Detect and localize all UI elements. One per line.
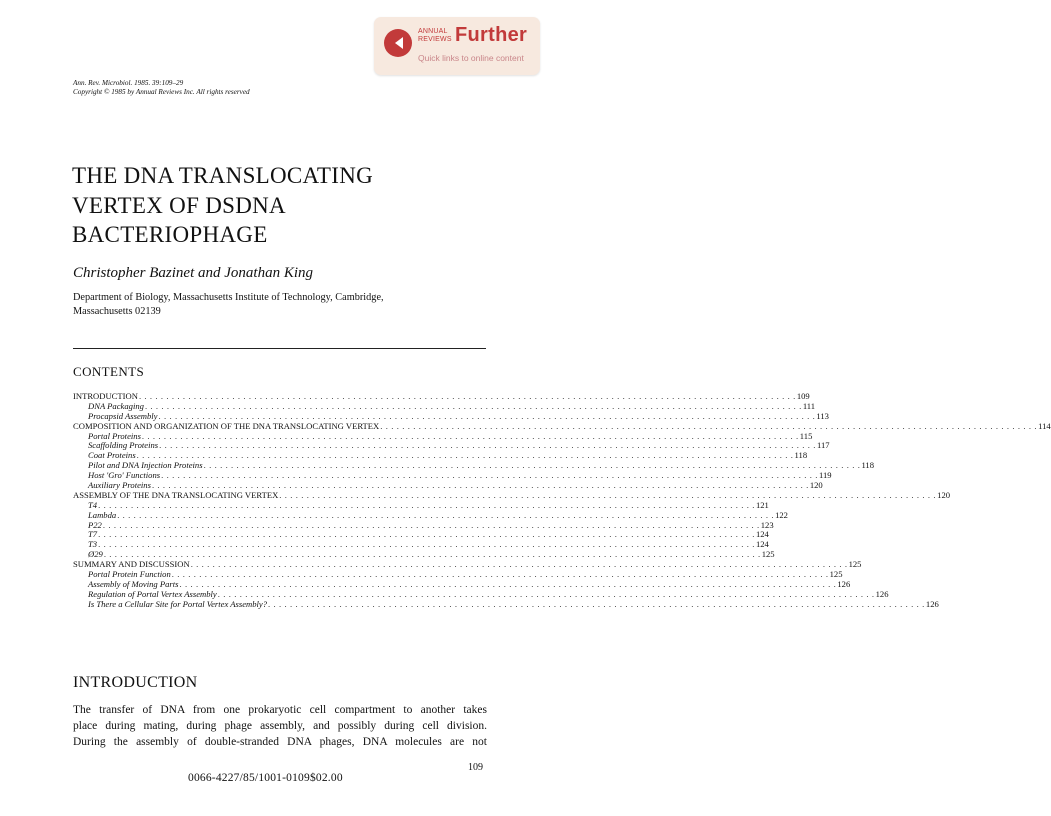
toc-page-number: 120 xyxy=(809,480,823,491)
toc-page-number: 117 xyxy=(816,440,830,451)
toc-page-number: 114 xyxy=(1038,420,1051,431)
table-of-contents xyxy=(73,391,1051,610)
divider xyxy=(73,348,486,349)
body-line: place during mating, during phage assembly, and possibly during cell division. xyxy=(73,720,487,732)
toc-title: SUMMARY AND DISCUSSION xyxy=(73,559,190,570)
title-line: BACTERIOPHAGE xyxy=(72,222,268,247)
footer-code: 0066-4227/85/1001-0109$02.00 xyxy=(188,772,343,784)
further-links-badge[interactable] xyxy=(374,17,540,75)
affiliation xyxy=(73,291,493,319)
toc-page-number: 125 xyxy=(829,569,843,580)
toc-page-number: 111 xyxy=(802,400,816,411)
toc-page-number: 125 xyxy=(848,559,862,570)
toc-page-number: 124 xyxy=(755,529,769,540)
toc-page-number: 122 xyxy=(775,509,788,520)
toc-page-number: 118 xyxy=(861,460,875,471)
toc-leader-dots: . . . . . . . . . . . . . . . . . . . . . . . . . . . . . . . . . . . . . . . . . . . . . . . . . . . . . . . . . . . . . . . . . . . . . . . . . . . . . . . . . . . . . . . . . . . . . . . . . . . . . . . . . . . . . . . . . . . . . . . . xyxy=(380,420,1038,431)
toc-leader-dots: . . . . . . . . . . . . . . . . . . . . . . . . . . . . . . . . . . . . . . . . . . . . . . . . . . . . . . . . . . . . . . . . . . . . . . . . . . . . . . . . . . . . . . . . . . . . . . . . . . . . . . . . . . . . . . . . . . . . . . . . xyxy=(159,440,816,451)
affiliation-line: Massachusetts 02139 xyxy=(73,306,161,317)
body-line: The transfer of DNA from one prokaryotic cell compartment to another takes xyxy=(73,704,487,716)
quick-links-link[interactable]: Quick links to online content xyxy=(418,53,524,63)
publisher-line-2: REVIEWS xyxy=(418,36,452,43)
toc-leader-dots: . . . . . . . . . . . . . . . . . . . . . . . . . . . . . . . . . . . . . . . . . . . . . . . . . . . . . . . . . . . . . . . . . . . . . . . . . . . . . . . . . . . . . . . . . . . . . . . . . . . . . . . . . . . . . . . . . . . . . . . . xyxy=(279,489,937,500)
toc-page-number: 126 xyxy=(837,578,851,589)
toc-title: Ø29 xyxy=(88,549,103,560)
section-heading: INTRODUCTION xyxy=(73,674,198,691)
page-number: 109 xyxy=(468,762,483,773)
toc-leader-dots: . . . . . . . . . . . . . . . . . . . . . . . . . . . . . . . . . . . . . . . . . . . . . . . . . . . . . . . . . . . . . . . . . . . . . . . . . . . . . . . . . . . . . . . . . . . . . . . . . . . . . . . . . . . . . . . . . . . . . . . . xyxy=(179,578,837,589)
contents-heading: CONTENTS xyxy=(73,364,145,379)
title-line: VERTEX OF DSDNA xyxy=(72,192,286,218)
toc-title: P22 xyxy=(88,519,102,530)
toc-page-number: 123 xyxy=(760,519,774,530)
toc-title: Portal Proteins xyxy=(88,430,141,441)
toc-title: Coat Proteins xyxy=(88,450,136,461)
toc-leader-dots: . . . . . . . . . . . . . . . . . . . . . . . . . . . . . . . . . . . . . . . . . . . . . . . . . . . . . . . . . . . . . . . . . . . . . . . . . . . . . . . . . . . . . . . . . . . . . . . . . . . . . . . . . . . . . . . . . . . . . . . . xyxy=(136,450,794,461)
title-line: THE DNA TRANSLOCATING xyxy=(72,163,374,188)
toc-leader-dots: . . . . . . . . . . . . . . . . . . . . . . . . . . . . . . . . . . . . . . . . . . . . . . . . . . . . . . . . . . . . . . . . . . . . . . . . . . . . . . . . . . . . . . . . . . . . . . . . . . . . . . . . . . . . . . . . . . . . . . . . xyxy=(161,470,818,481)
toc-leader-dots: . . . . . . . . . . . . . . . . . . . . . . . . . . . . . . . . . . . . . . . . . . . . . . . . . . . . . . . . . . . . . . . . . . . . . . . . . . . . . . . . . . . . . . . . . . . . . . . . . . . . . . . . . . . . . . . . . . . . . . . . xyxy=(171,569,829,580)
toc-title: Regulation of Portal Vertex Assembly xyxy=(88,588,217,599)
toc-page-number: 115 xyxy=(799,430,813,441)
play-arrow-icon xyxy=(384,29,412,57)
toc-title: T3 xyxy=(88,539,98,550)
toc-leader-dots: . . . . . . . . . . . . . . . . . . . . . . . . . . . . . . . . . . . . . . . . . . . . . . . . . . . . . . . . . . . . . . . . . . . . . . . . . . . . . . . . . . . . . . . . . . . . . . . . . . . . . . . . . . . . . . . . . . . . . . . . xyxy=(203,460,861,471)
toc-title: Assembly of Moving Parts xyxy=(88,578,179,589)
toc-title: Lambda xyxy=(88,509,117,520)
toc-leader-dots: . . . . . . . . . . . . . . . . . . . . . . . . . . . . . . . . . . . . . . . . . . . . . . . . . . . . . . . . . . . . . . . . . . . . . . . . . . . . . . . . . . . . . . . . . . . . . . . . . . . . . . . . . . . . . . . . . . . . . . . . xyxy=(98,529,755,540)
toc-title: Is There a Cellular Site for Portal Vertex Assembly? xyxy=(88,598,268,609)
toc-leader-dots: . . . . . . . . . . . . . . . . . . . . . . . . . . . . . . . . . . . . . . . . . . . . . . . . . . . . . . . . . . . . . . . . . . . . . . . . . . . . . . . . . . . . . . . . . . . . . . . . . . . . . . . . . . . . . . . . . . . . . . . . xyxy=(102,519,760,530)
toc-page-number: 119 xyxy=(818,470,832,481)
affiliation-line: Department of Biology, Massachusetts Institute of Technology, Cambridge, xyxy=(73,292,384,303)
toc-leader-dots: . . . . . . . . . . . . . . . . . . . . . . . . . . . . . . . . . . . . . . . . . . . . . . . . . . . . . . . . . . . . . . . . . . . . . . . . . . . . . . . . . . . . . . . . . . . . . . . . . . . . . . . . . . . . . . . . . . . . . . . . xyxy=(217,588,875,599)
toc-title: Scaffolding Proteins xyxy=(88,440,159,451)
publisher-line-1: ANNUAL xyxy=(418,28,448,35)
copyright-line: Copyright © 1985 by Annual Reviews Inc. All rights reserved xyxy=(73,88,250,96)
toc-leader-dots: . . . . . . . . . . . . . . . . . . . . . . . . . . . . . . . . . . . . . . . . . . . . . . . . . . . . . . . . . . . . . . . . . . . . . . . . . . . . . . . . . . . . . . . . . . . . . . . . . . . . . . . . . . . . . . . . . . . . . . . . xyxy=(158,410,816,421)
toc-title: DNA Packaging xyxy=(88,400,144,411)
toc-leader-dots: . . . . . . . . . . . . . . . . . . . . . . . . . . . . . . . . . . . . . . . . . . . . . . . . . . . . . . . . . . . . . . . . . . . . . . . . . . . . . . . . . . . . . . . . . . . . . . . . . . . . . . . . . . . . . . . . . . . . . . . . xyxy=(98,499,755,510)
toc-title: Pilot and DNA Injection Proteins xyxy=(88,460,203,471)
toc-title: Auxiliary Proteins xyxy=(88,480,151,491)
toc-page-number: 113 xyxy=(816,410,829,421)
toc-subentry xyxy=(73,598,939,610)
toc-page-number: 118 xyxy=(794,450,808,461)
body-paragraph xyxy=(73,702,487,750)
toc-title: T7 xyxy=(88,529,98,540)
toc-title: Portal Protein Function xyxy=(88,569,171,580)
toc-leader-dots: . . . . . . . . . . . . . . . . . . . . . . . . . . . . . . . . . . . . . . . . . . . . . . . . . . . . . . . . . . . . . . . . . . . . . . . . . . . . . . . . . . . . . . . . . . . . . . . . . . . . . . . . . . . . . . . . . . . . . . . . xyxy=(141,430,799,441)
toc-page-number: 126 xyxy=(925,598,939,609)
toc-leader-dots: . . . . . . . . . . . . . . . . . . . . . . . . . . . . . . . . . . . . . . . . . . . . . . . . . . . . . . . . . . . . . . . . . . . . . . . . . . . . . . . . . . . . . . . . . . . . . . . . . . . . . . . . . . . . . . . . . . . . . . . . xyxy=(98,539,755,550)
toc-page-number: 120 xyxy=(937,489,951,500)
toc-leader-dots: . . . . . . . . . . . . . . . . . . . . . . . . . . . . . . . . . . . . . . . . . . . . . . . . . . . . . . . . . . . . . . . . . . . . . . . . . . . . . . . . . . . . . . . . . . . . . . . . . . . . . . . . . . . . . . . . . . . . . . . . xyxy=(268,598,925,609)
article-title xyxy=(72,161,472,250)
annual-reviews-logo-text xyxy=(418,28,452,44)
toc-title: Procapsid Assembly xyxy=(88,410,158,421)
toc-leader-dots: . . . . . . . . . . . . . . . . . . . . . . . . . . . . . . . . . . . . . . . . . . . . . . . . . . . . . . . . . . . . . . . . . . . . . . . . . . . . . . . . . . . . . . . . . . . . . . . . . . . . . . . . . . . . . . . . . . . . . . . . xyxy=(103,549,761,560)
toc-title: T4 xyxy=(88,499,98,510)
further-label: Further xyxy=(455,24,528,46)
toc-title: Host 'Gro' Functions xyxy=(88,470,161,481)
toc-title: INTRODUCTION xyxy=(73,391,138,401)
journal-citation: Ann. Rev. Microbiol. 1985. 39:109–29 xyxy=(73,79,184,87)
toc-leader-dots: . . . . . . . . . . . . . . . . . . . . . . . . . . . . . . . . . . . . . . . . . . . . . . . . . . . . . . . . . . . . . . . . . . . . . . . . . . . . . . . . . . . . . . . . . . . . . . . . . . . . . . . . . . . . . . . . . . . . . . . . xyxy=(190,559,848,570)
toc-page-number: 124 xyxy=(755,539,769,550)
toc-page-number: 125 xyxy=(761,549,775,560)
authors: Christopher Bazinet and Jonathan King xyxy=(73,265,313,281)
toc-title: ASSEMBLY OF THE DNA TRANSLOCATING VERTEX xyxy=(73,489,279,500)
toc-title: COMPOSITION AND ORGANIZATION OF THE DNA TRANSLOCATING VERTEX xyxy=(73,420,380,431)
toc-page-number: 109 xyxy=(796,391,810,401)
toc-leader-dots: . . . . . . . . . . . . . . . . . . . . . . . . . . . . . . . . . . . . . . . . . . . . . . . . . . . . . . . . . . . . . . . . . . . . . . . . . . . . . . . . . . . . . . . . . . . . . . . . . . . . . . . . . . . . . . . . . . . . . . . . xyxy=(144,400,802,411)
toc-leader-dots: . . . . . . . . . . . . . . . . . . . . . . . . . . . . . . . . . . . . . . . . . . . . . . . . . . . . . . . . . . . . . . . . . . . . . . . . . . . . . . . . . . . . . . . . . . . . . . . . . . . . . . . . . . . . . . . . . . . . . . . . xyxy=(151,480,809,491)
toc-leader-dots: . . . . . . . . . . . . . . . . . . . . . . . . . . . . . . . . . . . . . . . . . . . . . . . . . . . . . . . . . . . . . . . . . . . . . . . . . . . . . . . . . . . . . . . . . . . . . . . . . . . . . . . . . . . . . . . . . . . . . . . . xyxy=(117,509,775,520)
toc-leader-dots: . . . . . . . . . . . . . . . . . . . . . . . . . . . . . . . . . . . . . . . . . . . . . . . . . . . . . . . . . . . . . . . . . . . . . . . . . . . . . . . . . . . . . . . . . . . . . . . . . . . . . . . . . . . . . . . . . . . . . . . . xyxy=(138,391,796,401)
toc-page-number: 121 xyxy=(755,499,769,510)
toc-page-number: 126 xyxy=(875,588,889,599)
body-line: During the assembly of double-stranded DNA phages, DNA molecules are not xyxy=(73,736,487,748)
